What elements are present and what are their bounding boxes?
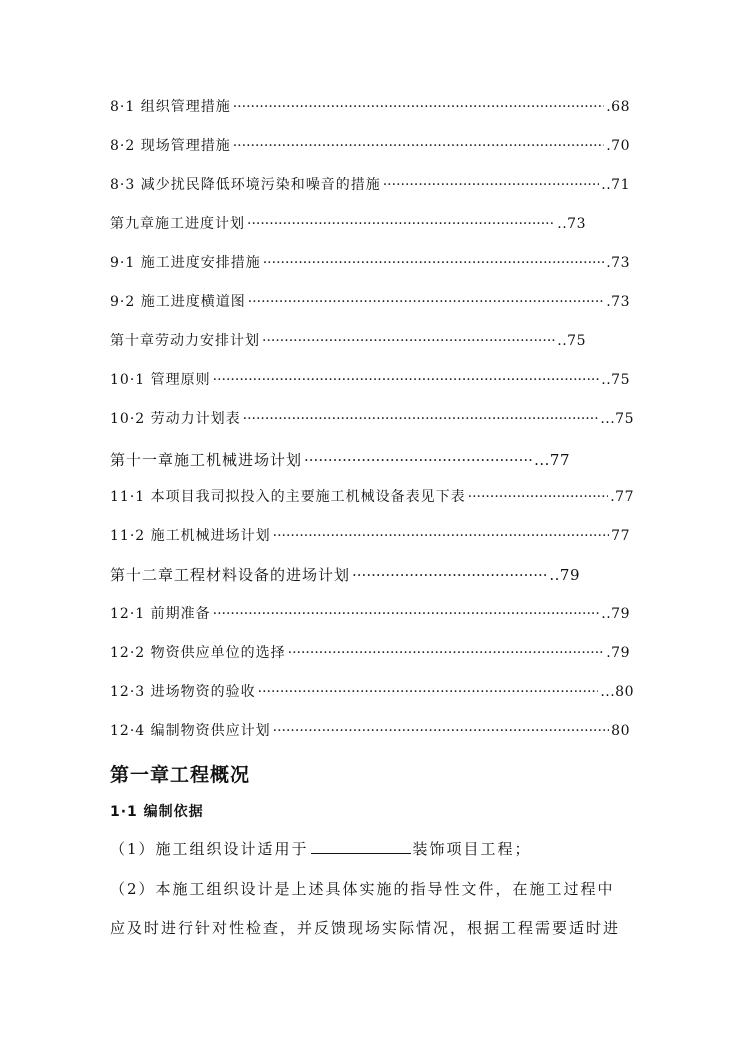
toc-entry-text: 12·3 进场物资的验收 <box>110 684 256 700</box>
toc-entry-page: 77 <box>611 528 630 544</box>
toc-leader-dots <box>273 525 610 547</box>
toc-entry-text: 9·2 施工进度横道图 <box>110 294 246 310</box>
section-title: 1·1 编制依据 <box>110 804 204 820</box>
toc-entry <box>110 720 630 742</box>
toc-entry-page: .68 <box>606 99 630 115</box>
toc-entry <box>110 252 630 274</box>
toc-entry-text: 第十一章施工机械进场计划 <box>110 451 303 469</box>
toc-entry-text: 12·2 物资供应单位的选择 <box>110 645 286 661</box>
toc-entry-page: ...80 <box>600 684 634 700</box>
toc-entry-text: 12·1 前期准备 <box>110 606 211 622</box>
toc-entry <box>110 330 586 352</box>
toc-entry-text: 第九章施工进度计划 <box>110 216 245 232</box>
toc-leader-dots <box>213 369 600 391</box>
toc-entry-page: ..75 <box>557 333 586 349</box>
toc-leader-dots <box>304 449 532 471</box>
toc-entry <box>110 174 630 196</box>
toc-leader-dots <box>243 408 599 430</box>
paragraph-2-line-1: （2）本施工组织设计是上述具体实施的指导性文件，在施工过程中 <box>110 880 615 898</box>
toc-leader-dots <box>262 330 555 352</box>
toc-entry-page: ..71 <box>601 177 630 193</box>
toc-leader-dots <box>352 564 547 586</box>
toc-leader-dots <box>248 291 605 313</box>
toc-entry <box>110 449 570 471</box>
toc-entry <box>110 408 634 430</box>
toc-entry-page: 80 <box>611 723 630 739</box>
toc-entry-page: ..79 <box>601 606 630 622</box>
toc-entry <box>110 213 586 235</box>
toc-entry-text: 10·1 管理原则 <box>110 372 211 388</box>
toc-entry-text: 8·3 减少扰民降低环境污染和噪音的措施 <box>110 177 381 193</box>
toc-entry-text: 10·2 劳动力计划表 <box>110 411 241 427</box>
toc-entry <box>110 681 634 703</box>
toc-leader-dots <box>233 96 605 118</box>
toc-leader-dots <box>233 135 605 157</box>
toc-entry-page: .79 <box>606 645 630 661</box>
toc-entry-text: 第十二章工程材料设备的进场计划 <box>110 566 351 584</box>
paragraph-1-before: （1）施工组织设计适用于 <box>110 840 309 858</box>
toc-leader-dots <box>383 174 600 196</box>
toc-entry <box>110 486 634 508</box>
toc-entry <box>110 369 630 391</box>
toc-entry-text: 第十章劳动力安排计划 <box>110 333 260 349</box>
toc-entry-text: 9·1 施工进度安排措施 <box>110 255 261 271</box>
toc-entry-page: ..73 <box>557 216 586 232</box>
toc-entry-page: .73 <box>606 255 630 271</box>
toc-entry-text: 11·1 本项目我司拟投入的主要施工机械设备表见下表 <box>110 489 466 505</box>
toc-entry <box>110 135 630 157</box>
toc-entry <box>110 291 630 313</box>
toc-entry-page: ..75 <box>601 372 630 388</box>
toc-entry <box>110 525 630 547</box>
toc-entry-page: ...75 <box>600 411 634 427</box>
toc-entry <box>110 642 630 664</box>
chapter-title: 第一章工程概况 <box>110 764 251 786</box>
toc-leader-dots <box>247 213 555 235</box>
toc-entry <box>110 603 630 625</box>
toc-entry-page: ..79 <box>549 566 580 584</box>
toc-entry-page: .77 <box>610 489 634 505</box>
toc-entry-text: 8·2 现场管理措施 <box>110 138 231 154</box>
toc-leader-dots <box>273 720 610 742</box>
paragraph-1 <box>110 838 634 859</box>
toc-leader-dots <box>288 642 605 664</box>
toc-entry-text: 12·4 编制物资供应计划 <box>110 723 271 739</box>
paragraph-2-line-2: 应及时进行针对性检查，并反馈现场实际情况，根据工程需要适时进 <box>110 919 621 937</box>
toc-entry <box>110 564 580 586</box>
toc-leader-dots <box>258 681 599 703</box>
paragraph-1-after: 装饰项目工程； <box>412 840 532 858</box>
toc-leader-dots <box>468 486 609 508</box>
toc-entry-text: 11·2 施工机械进场计划 <box>110 528 271 544</box>
fill-in-blank <box>311 839 411 854</box>
toc-leader-dots <box>213 603 600 625</box>
toc-entry <box>110 96 630 118</box>
toc-entry-page: ...77 <box>534 451 570 469</box>
toc-entry-page: .70 <box>606 138 630 154</box>
toc-leader-dots <box>263 252 605 274</box>
toc-entry-text: 8·1 组织管理措施 <box>110 99 231 115</box>
toc-entry-page: .73 <box>606 294 630 310</box>
